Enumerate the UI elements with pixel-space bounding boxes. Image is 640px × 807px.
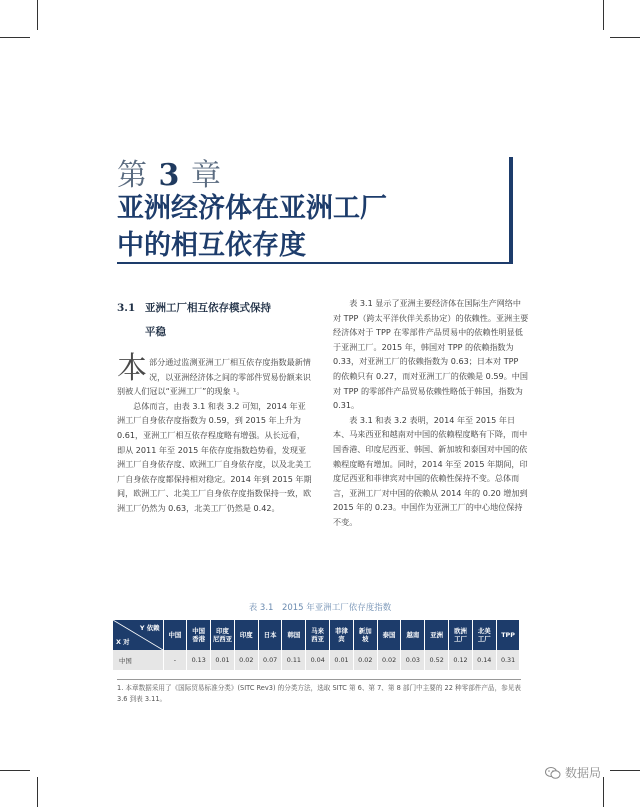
column-header: 北美 工厂 <box>472 620 496 650</box>
column-header: 泰国 <box>377 620 401 650</box>
table-cell: 0.13 <box>187 650 211 670</box>
paragraph: 表 3.1 和表 3.2 表明，2014 年至 2015 年日本、马来西亚和越南对中国的依赖程度略有下降，而中国香港、印度尼西亚、韩国、新加坡和泰国对中国的依赖程度略有增加。同时，2014 年至 2015 年期间，印度尼西亚和菲律宾对中国的依赖性保持不变。总体而言，亚洲工厂对中国的依赖从 2014 年的 0.20 增加到 2015 年的 0.23。中国作为亚洲工厂的中心地位保持不变。 <box>333 414 528 527</box>
paragraph: 本部分通过监测亚洲工厂相互依存度指数最新情况，以亚洲经济体之间的零部件贸易份额来识别被人们冠以“亚洲工厂”的现象 ¹。 <box>117 351 311 397</box>
table-row <box>113 650 520 670</box>
watermark <box>545 764 601 781</box>
drop-cap: 本 <box>117 351 147 386</box>
left-column <box>117 351 313 516</box>
table-cell: 0.52 <box>425 650 449 670</box>
table-corner-cell <box>113 620 163 650</box>
crop-mark <box>0 770 30 771</box>
crop-mark <box>610 770 640 771</box>
table-cell: 0.14 <box>472 650 496 670</box>
table-cell: 0.31 <box>496 650 520 670</box>
column-header: 印度 尼西亚 <box>211 620 235 650</box>
dependency-table <box>113 620 520 670</box>
crop-mark <box>0 37 30 38</box>
column-header: 新加 坡 <box>353 620 377 650</box>
column-header: 中国 <box>163 620 187 650</box>
crop-mark <box>37 777 38 807</box>
section-title-line: 平稳 <box>145 326 166 338</box>
table-cell: 0.03 <box>401 650 425 670</box>
section-title-line: 亚洲工厂相互依存模式保持 <box>145 302 271 314</box>
column-header: 越南 <box>401 620 425 650</box>
title-horizontal-rule <box>117 262 513 264</box>
chapter-title <box>117 190 477 264</box>
column-header: 日本 <box>258 620 282 650</box>
table-cell: 0.07 <box>258 650 282 670</box>
table-cell: 0.04 <box>306 650 330 670</box>
watermark-text: 数据局 <box>565 766 602 780</box>
chapter-title-line: 亚洲经济体在亚洲工厂 <box>117 193 387 224</box>
crop-mark <box>610 37 640 38</box>
corner-x-label: X 对 <box>116 638 130 646</box>
table-cell: 0.02 <box>234 650 258 670</box>
corner-y-label: Y 依赖 <box>139 624 160 632</box>
section-heading <box>117 296 307 344</box>
crop-mark <box>37 0 38 30</box>
footnote: 1. 本章数据采用了《国际贸易标准分类》(SITC Rev3) 的分类方法，选取 SITC 第 6、第 7、第 8 部门中主要的 22 种零部件产品，参见表 3.6 到表 3.11。 <box>117 684 521 703</box>
paragraph: 表 3.1 显示了亚洲主要经济体在国际生产网络中对 TPP（跨太平洋伙伴关系协定）的依赖性。亚洲主要经济体对于 TPP 在零部件产品贸易中的依赖性明显低于亚洲工厂。2015 年，韩国对 TPP 的依赖指数为 0.33，对亚洲工厂的依赖指数为 0.63；日本对 TPP 的依赖只有 0.27，而对亚洲工厂的依赖是 0.59。中国对 TPP 的零部件产品贸易依赖性略低于韩国，指数为 0.31。 <box>333 298 529 411</box>
column-header: 马来 西亚 <box>306 620 330 650</box>
chapter-label: 第 3 章 <box>117 158 222 193</box>
column-header: 菲律 宾 <box>330 620 354 650</box>
crop-mark <box>603 777 604 807</box>
paragraph: 总体而言，由表 3.1 和表 3.2 可知，2014 年亚洲工厂自身依存度指数为 0.59，到 2015 年上升为 0.61，亚洲工厂相互依存程度略有增强。从长远看，即从 2011 年至 2015 年依存度指数趋势看，发现亚洲工厂自身依存度、欧洲工厂自身依存度，以及北美工厂自身依存度都保持相对稳定。2014 年到 2015 年期间，欧洲工厂、北美工厂自身依存度指数保持一致，欧洲工厂仍然为 0.63，北美工厂仍然是 0.42。 <box>117 400 312 513</box>
table-cell: 0.01 <box>330 650 354 670</box>
section-number: 3.1 <box>117 302 136 314</box>
table-body <box>113 650 520 670</box>
chapter-title-line: 中的相互依存度 <box>117 230 306 261</box>
table-cell: - <box>163 650 187 670</box>
table-cell: 0.11 <box>282 650 306 670</box>
column-header: 亚洲 <box>425 620 449 650</box>
table-cell: 0.01 <box>211 650 235 670</box>
row-header: 中国 <box>113 650 163 670</box>
wechat-icon <box>545 766 561 780</box>
crop-mark <box>603 0 604 30</box>
column-header: 欧洲 工厂 <box>449 620 473 650</box>
column-header: 韩国 <box>282 620 306 650</box>
table-cell: 0.02 <box>377 650 401 670</box>
footnote-rule <box>117 679 521 680</box>
table-cell: 0.12 <box>449 650 473 670</box>
table-header-row <box>113 620 520 650</box>
column-header: 印度 <box>234 620 258 650</box>
table-caption: 表 3.1 2015 年亚洲工厂依存度指数 <box>248 603 392 613</box>
title-vertical-rule <box>509 157 513 262</box>
right-column <box>333 296 529 530</box>
column-header: TPP <box>496 620 520 650</box>
table-cell: 0.02 <box>353 650 377 670</box>
column-header: 中国 香港 <box>187 620 211 650</box>
